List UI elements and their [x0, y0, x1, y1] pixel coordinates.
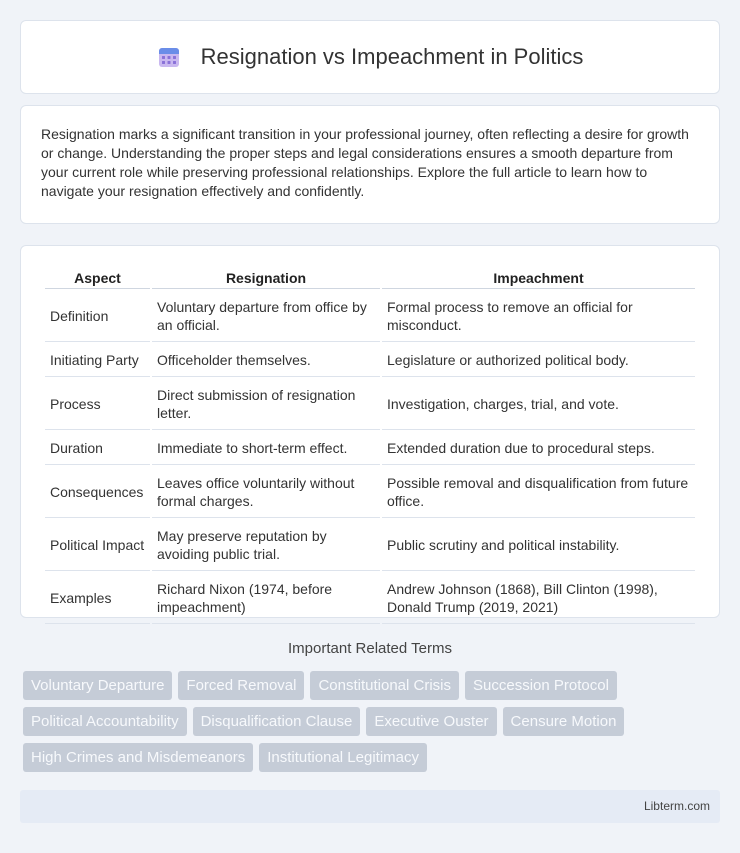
table-row — [45, 291, 695, 342]
column-header-aspect: Aspect — [45, 266, 150, 289]
related-term-tag[interactable]: Succession Protocol — [465, 671, 617, 700]
aspect-cell: Process — [45, 379, 150, 430]
header-card — [20, 20, 720, 94]
related-terms-list — [23, 671, 723, 772]
page-title: Resignation vs Impeachment in Politics — [200, 44, 584, 69]
aspect-cell: Initiating Party — [45, 344, 150, 377]
related-term-tag[interactable]: Voluntary Departure — [23, 671, 172, 700]
related-terms-title: Important Related Terms — [288, 640, 452, 657]
table-row — [45, 379, 695, 430]
related-term-tag[interactable]: Executive Ouster — [366, 707, 496, 736]
table-row — [45, 344, 695, 377]
calendar-icon — [157, 45, 181, 69]
table-row — [45, 520, 695, 571]
aspect-cell: Definition — [45, 291, 150, 342]
resignation-cell: Richard Nixon (1974, before impeachment) — [152, 573, 380, 624]
aspect-cell: Consequences — [45, 467, 150, 518]
resignation-cell: Officeholder themselves. — [152, 344, 380, 377]
column-header-impeachment: Impeachment — [382, 266, 695, 289]
table-row — [45, 467, 695, 518]
related-term-tag[interactable]: Institutional Legitimacy — [259, 743, 427, 772]
impeachment-cell: Extended duration due to procedural steps. — [382, 432, 695, 465]
table-row — [45, 573, 695, 624]
table-row — [45, 432, 695, 465]
comparison-table — [43, 264, 697, 626]
resignation-cell: Immediate to short-term effect. — [152, 432, 380, 465]
intro-card — [20, 105, 720, 224]
impeachment-cell: Andrew Johnson (1868), Bill Clinton (1998), Donald Trump (2019, 2021) — [382, 573, 695, 624]
footer — [20, 790, 720, 823]
related-term-tag[interactable]: Constitutional Crisis — [310, 671, 459, 700]
related-term-tag[interactable]: Censure Motion — [503, 707, 625, 736]
comparison-card — [20, 245, 720, 618]
impeachment-cell: Legislature or authorized political body. — [382, 344, 695, 377]
resignation-cell: Voluntary departure from office by an official. — [152, 291, 380, 342]
impeachment-cell: Public scrutiny and political instability. — [382, 520, 695, 571]
aspect-cell: Duration — [45, 432, 150, 465]
related-term-tag[interactable]: Disqualification Clause — [193, 707, 361, 736]
related-term-tag[interactable]: Political Accountability — [23, 707, 187, 736]
column-header-resignation: Resignation — [152, 266, 380, 289]
related-term-tag[interactable]: High Crimes and Misdemeanors — [23, 743, 253, 772]
resignation-cell: Leaves office voluntarily without formal charges. — [152, 467, 380, 518]
related-term-tag[interactable]: Forced Removal — [178, 671, 304, 700]
resignation-cell: Direct submission of resignation letter. — [152, 379, 380, 430]
footer-brand-link[interactable]: Libterm.com — [643, 799, 710, 813]
impeachment-cell: Possible removal and disqualification from future office. — [382, 467, 695, 518]
table-header-row — [45, 266, 695, 289]
aspect-cell: Political Impact — [45, 520, 150, 571]
aspect-cell: Examples — [45, 573, 150, 624]
impeachment-cell: Formal process to remove an official for misconduct. — [382, 291, 695, 342]
impeachment-cell: Investigation, charges, trial, and vote. — [382, 379, 695, 430]
intro-text: Resignation marks a significant transition in your professional journey, often reflecting a desire for growth or change. Understanding the proper steps and legal considerations ensures a smooth departure from your current role while preserving professional relationships. Explore the full article to learn how to navigate your resignation effectively and confidently. — [41, 126, 689, 199]
resignation-cell: May preserve reputation by avoiding public trial. — [152, 520, 380, 571]
